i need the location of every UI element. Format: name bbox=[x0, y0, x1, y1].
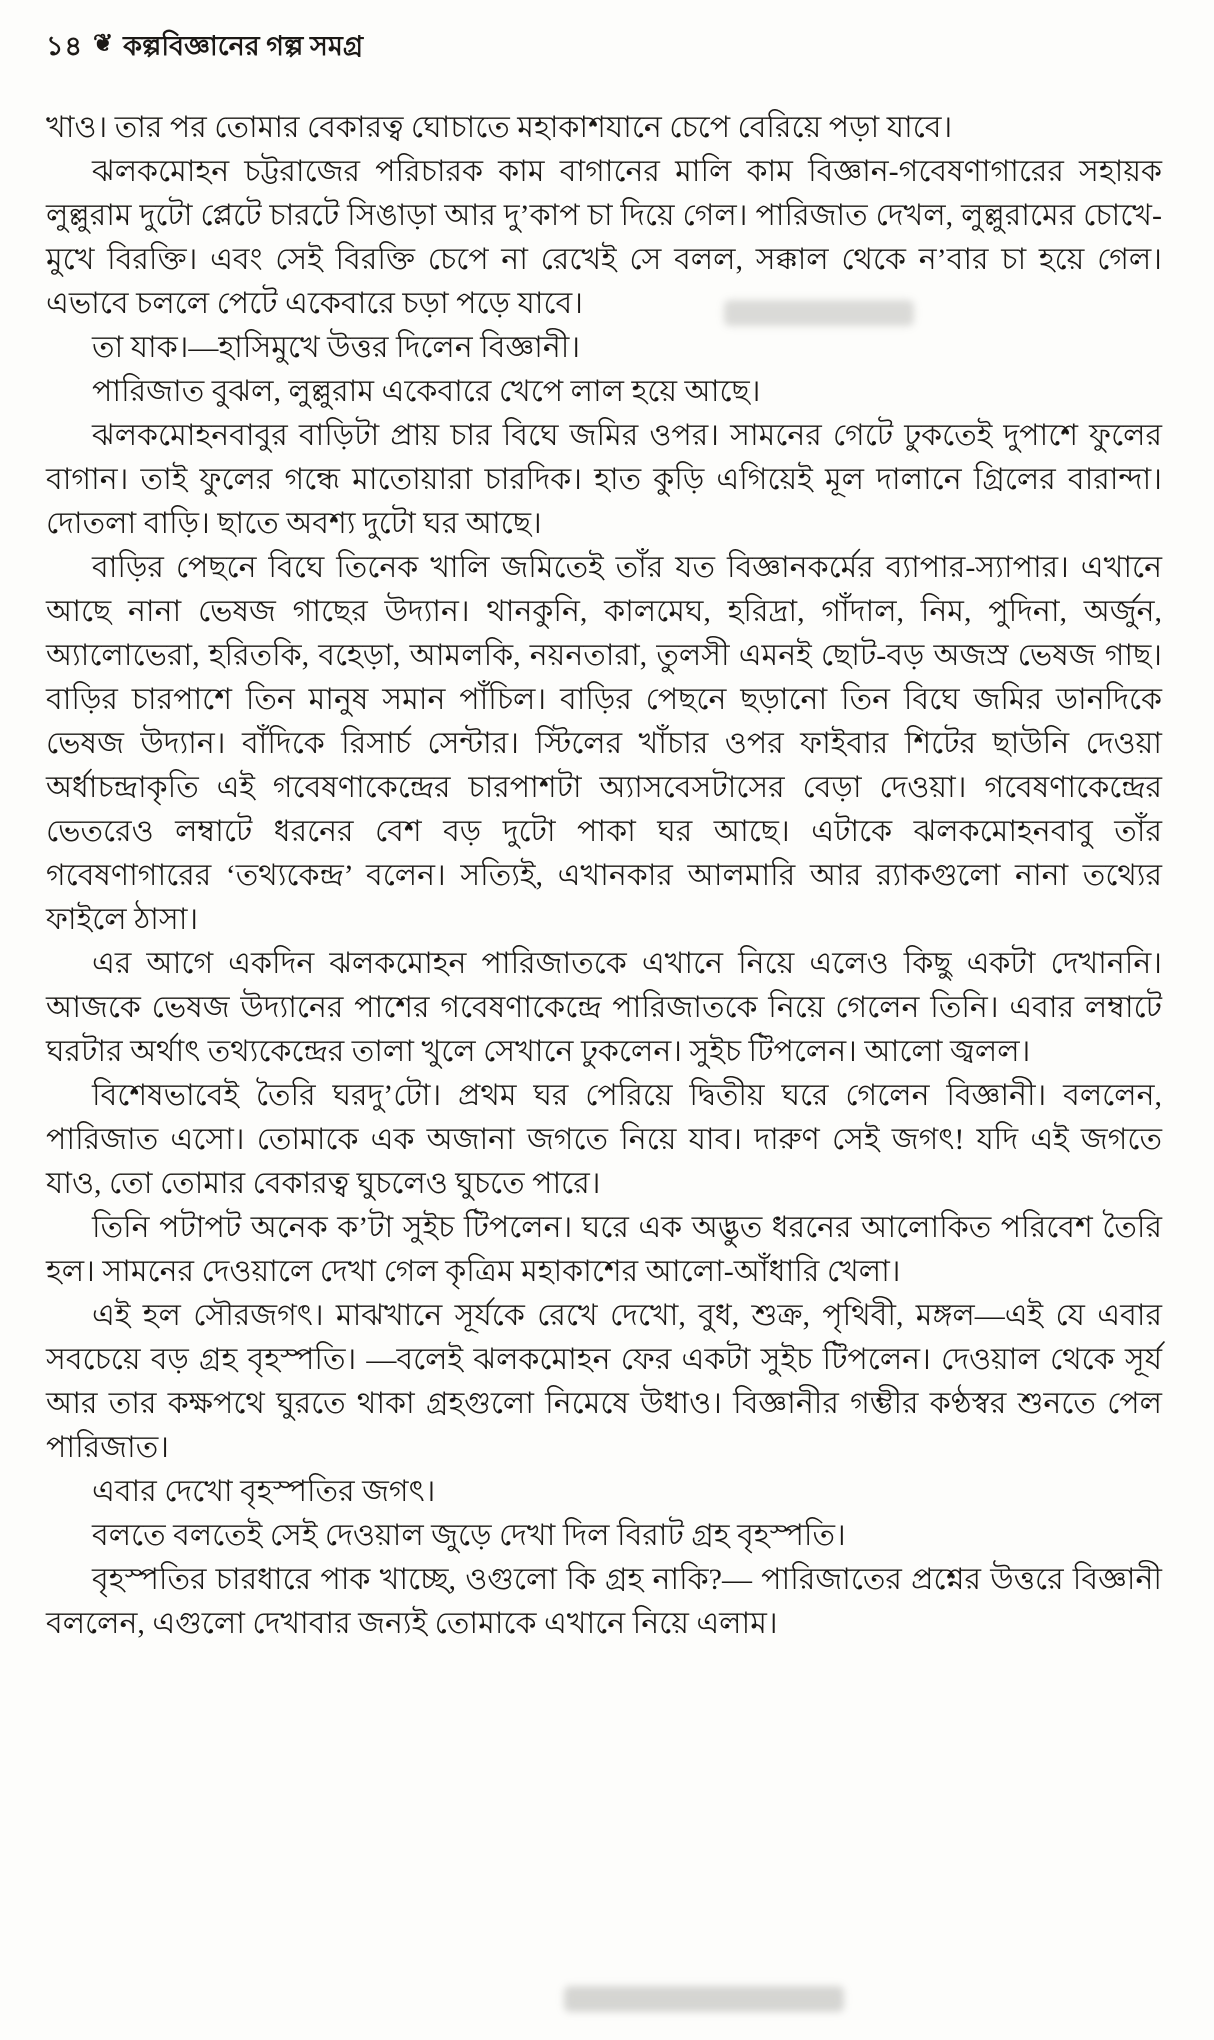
scan-artifact bbox=[564, 1986, 844, 2012]
paragraph: বাড়ির পেছনে বিঘে তিনেক খালি জমিতেই তাঁর যত বিজ্ঞানকর্মের ব্যাপার-স্যাপার। এখানে আছে নানা ভেষজ গাছের উদ্যান। থানকুনি, কালমেঘ, হরিদ্রা, গাঁদাল, নিম, পুদিনা, অর্জুন, অ্যালোভেরা, হরিতকি, বহেড়া, আমলকি, নয়নতারা, তুলসী এমনই ছোট-বড় অজস্র ভেষজ গাছ। বাড়ির চারপাশে তিন মানুষ সমান পাঁচিল। বাড়ির পেছনে ছড়ানো তিন বিঘে জমির ডানদিকে ভেষজ উদ্যান। বাঁদিকে রিসার্চ সেন্টার। স্টিলের খাঁচার ওপর ফাইবার শিটের ছাউনি দেওয়া অর্ধাচন্দ্রাকৃতি এই গবেষণাকেন্দ্রের চারপাশটা অ্যাসবেসটাসের বেড়া দেওয়া। গবেষণাকেন্দ্রের ভেতরেও লম্বাটে ধরনের বেশ বড় দুটো পাকা ঘর আছে। এটাকে ঝলকমোহনবাবু তাঁর গবেষণাগারের ‘তথ্যকেন্দ্র’ বলেন। সত্যিই, এখানকার আলমারি আর র‍্যাকগুলো নানা তথ্যের ফাইলে ঠাসা। bbox=[46, 551, 1162, 937]
ornament-icon: ❦ bbox=[93, 30, 114, 57]
paragraph: পারিজাত বুঝল, লুল্লুরাম একেবারে খেপে লাল হয়ে আছে। bbox=[92, 375, 761, 409]
page-number: ১৪ bbox=[46, 31, 84, 61]
paragraph: এর আগে একদিন ঝলকমোহন পারিজাতকে এখানে নিয়ে এলেও কিছু একটা দেখাননি। আজকে ভেষজ উদ্যানের পাশের গবেষণাকেন্দ্রে পারিজাতকে নিয়ে গেলেন তিনি। এবার লম্বাটে ঘরটার অর্থাৎ তথ্যকেন্দ্রের তালা খুলে সেখানে ঢুকলেন। সুইচ টিপলেন। আলো জ্বলল। bbox=[46, 947, 1162, 1069]
page-header bbox=[46, 30, 1162, 62]
page-body bbox=[46, 106, 1162, 1646]
paragraph: খাও। তার পর তোমার বেকারত্ব ঘোচাতে মহাকাশযানে চেপে বেরিয়ে পড়া যাবে। bbox=[46, 111, 953, 145]
paragraph: এই হল সৌরজগৎ। মাঝখানে সূর্যকে রেখে দেখো, বুধ, শুক্র, পৃথিবী, মঙ্গল—এই যে এবার সবচেয়ে বড় গ্রহ বৃহস্পতি। —বলেই ঝলকমোহন ফের একটা সুইচ টিপলেন। দেওয়াল থেকে সূর্য আর তার কক্ষপথে ঘুরতে থাকা গ্রহগুলো নিমেষে উধাও। বিজ্ঞানীর গম্ভীর কণ্ঠস্বর শুনতে পেল পারিজাত। bbox=[46, 1299, 1162, 1465]
paragraph: তা যাক।—হাসিমুখে উত্তর দিলেন বিজ্ঞানী। bbox=[92, 331, 581, 365]
paragraph: বিশেষভাবেই তৈরি ঘরদু’টো। প্রথম ঘর পেরিয়ে দ্বিতীয় ঘরে গেলেন বিজ্ঞানী। বললেন, পারিজাত এসো। তোমাকে এক অজানা জগতে নিয়ে যাব। দারুণ সেই জগৎ! যদি এই জগতে যাও, তো তোমার বেকারত্ব ঘুচলেও ঘুচতে পারে। bbox=[46, 1079, 1162, 1201]
book-title: কল্পবিজ্ঞানের গল্প সমগ্র bbox=[123, 31, 364, 61]
paragraph: বলতে বলতেই সেই দেওয়াল জুড়ে দেখা দিল বিরাট গ্রহ বৃহস্পতি। bbox=[92, 1519, 846, 1553]
paragraph: ঝলকমোহন চট্টরাজের পরিচারক কাম বাগানের মালি কাম বিজ্ঞান-গবেষণাগারের সহায়ক লুল্লুরাম দুটো প্লেটে চারটে সিঙাড়া আর দু’কাপ চা দিয়ে গেল। পারিজাত দেখল, লুল্লুরামের চোখে-মুখে বিরক্তি। এবং সেই বিরক্তি চেপে না রেখেই সে বলল, সক্কাল থেকে ন’বার চা হয়ে গেল। এভাবে চললে পেটে একেবারে চড়া পড়ে যাবে। bbox=[46, 155, 1162, 321]
paragraph: তিনি পটাপট অনেক ক’টা সুইচ টিপলেন। ঘরে এক অদ্ভুত ধরনের আলোকিত পরিবেশ তৈরি হল। সামনের দেওয়ালে দেখা গেল কৃত্রিম মহাকাশের আলো-আঁধারি খেলা। bbox=[46, 1211, 1162, 1289]
paragraph: বৃহস্পতির চারধারে পাক খাচ্ছে, ওগুলো কি গ্রহ নাকি?— পারিজাতের প্রশ্নের উত্তরে বিজ্ঞানী বললেন, এগুলো দেখাবার জন্যই তোমাকে এখানে নিয়ে এলাম। bbox=[46, 1563, 1162, 1641]
paragraph: ঝলকমোহনবাবুর বাড়িটা প্রায় চার বিঘে জমির ওপর। সামনের গেটে ঢুকতেই দুপাশে ফুলের বাগান। তাই ফুলের গন্ধে মাতোয়ারা চারদিক। হাত কুড়ি এগিয়েই মূল দালানে গ্রিলের বারান্দা। দোতলা বাড়ি। ছাতে অবশ্য দুটো ঘর আছে। bbox=[46, 419, 1162, 541]
paragraph: এবার দেখো বৃহস্পতির জগৎ। bbox=[92, 1475, 436, 1509]
